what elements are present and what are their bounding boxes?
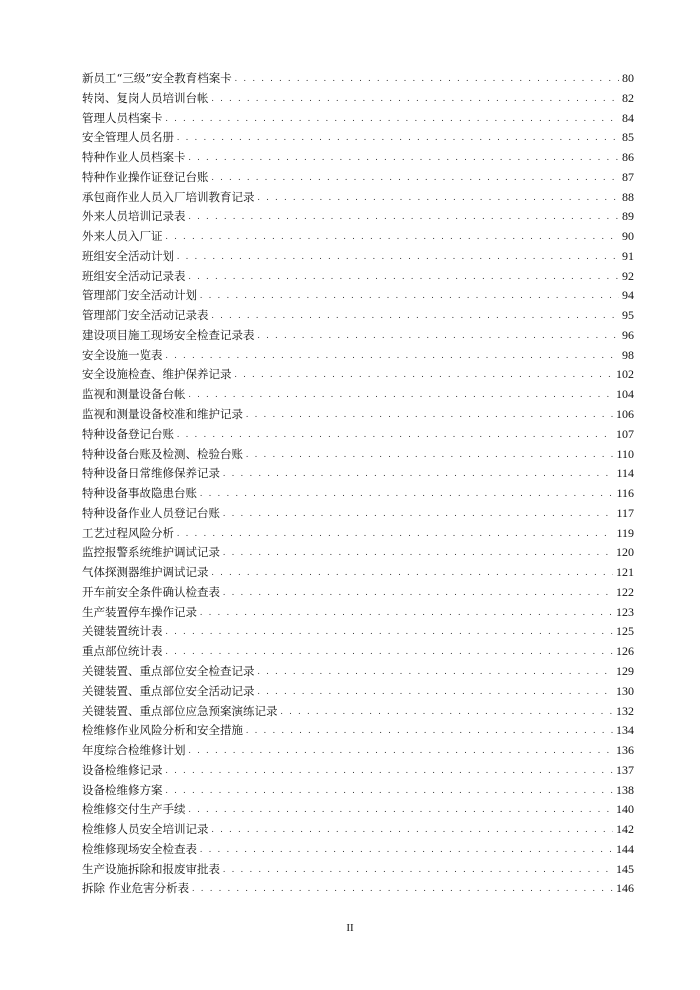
toc-entry-title: 特种设备台账及检测、检验台账	[82, 446, 243, 461]
toc-entry[interactable]	[82, 840, 634, 860]
toc-entry[interactable]	[82, 820, 634, 840]
toc-entry[interactable]	[82, 168, 634, 188]
toc-entry[interactable]	[82, 484, 634, 504]
toc-entry-title: 检维修作业风险分析和安全措施	[82, 723, 243, 738]
toc-entry-title: 关键装置统计表	[82, 624, 163, 639]
toc-entry-page-number: 123	[616, 604, 634, 619]
toc-entry[interactable]	[82, 128, 634, 148]
dot-leader	[189, 385, 614, 405]
toc-entry[interactable]	[82, 543, 634, 563]
dot-leader	[200, 286, 619, 306]
toc-entry-title: 特种作业人员档案卡	[82, 150, 186, 165]
toc-entry-page-number: 136	[616, 743, 634, 758]
toc-entry-page-number: 87	[622, 169, 634, 184]
dot-leader	[166, 109, 620, 129]
toc-entry-page-number: 140	[616, 802, 634, 817]
toc-entry-title: 监视和测量设备台帐	[82, 387, 186, 402]
dot-leader	[258, 682, 614, 702]
toc-entry-page-number: 116	[616, 486, 634, 501]
toc-entry-page-number: 104	[616, 387, 634, 402]
toc-entry-page-number: 114	[616, 466, 634, 481]
toc-entry[interactable]	[82, 445, 634, 465]
toc-entry-page-number: 92	[622, 268, 634, 283]
dot-leader	[200, 840, 613, 860]
toc-entry-title: 气体探测器维护调试记录	[82, 565, 209, 580]
toc-entry[interactable]	[82, 286, 634, 306]
dot-leader	[189, 741, 614, 761]
toc-entry-title: 管理部门安全活动计划	[82, 288, 197, 303]
toc-entry[interactable]	[82, 524, 634, 544]
table-of-contents	[82, 69, 634, 899]
dot-leader	[212, 306, 620, 326]
toc-entry-page-number: 121	[616, 565, 634, 580]
dot-leader	[189, 267, 620, 287]
toc-entry-page-number: 120	[616, 545, 634, 560]
dot-leader	[258, 326, 620, 346]
toc-entry-title: 安全管理人员名册	[82, 130, 174, 145]
toc-entry[interactable]	[82, 622, 634, 642]
toc-entry-title: 特种设备日常维修保养记录	[82, 466, 220, 481]
toc-entry-page-number: 130	[616, 683, 634, 698]
toc-entry-page-number: 110	[616, 446, 634, 461]
toc-entry-page-number: 94	[622, 288, 634, 303]
toc-entry[interactable]	[82, 385, 634, 405]
toc-entry-title: 转岗、复岗人员培训台帐	[82, 90, 209, 105]
toc-entry[interactable]	[82, 306, 634, 326]
toc-entry[interactable]	[82, 682, 634, 702]
toc-entry-page-number: 138	[616, 782, 634, 797]
dot-leader	[212, 563, 614, 583]
toc-entry[interactable]	[82, 326, 634, 346]
toc-entry-page-number: 80	[622, 71, 634, 85]
dot-leader	[223, 464, 613, 484]
toc-entry-title: 特种作业操作证登记台账	[82, 169, 209, 184]
dot-leader	[246, 721, 613, 741]
dot-leader	[281, 702, 614, 722]
toc-entry-title: 生产设施拆除和报废审批表	[82, 861, 220, 876]
toc-entry-title: 外来人员培训记录表	[82, 209, 186, 224]
toc-entry-page-number: 102	[616, 367, 634, 382]
toc-entry-page-number: 98	[622, 347, 634, 362]
toc-entry-title: 年度综合检维修计划	[82, 743, 186, 758]
dot-leader	[212, 820, 614, 840]
toc-entry[interactable]	[82, 761, 634, 781]
dot-leader	[166, 642, 614, 662]
toc-entry[interactable]	[82, 781, 634, 801]
toc-entry-page-number: 134	[616, 723, 634, 738]
toc-entry-page-number: 142	[616, 822, 634, 837]
toc-entry-page-number: 107	[616, 426, 634, 441]
toc-entry-title: 生产装置停车操作记录	[82, 604, 197, 619]
dot-leader	[223, 583, 613, 603]
toc-entry[interactable]	[82, 583, 634, 603]
toc-entry-title: 设备检维修方案	[82, 782, 163, 797]
page-number: II	[346, 922, 354, 934]
toc-entry[interactable]	[82, 109, 634, 129]
toc-entry-title: 特种设备作业人员登记台账	[82, 505, 220, 520]
toc-entry-page-number: 146	[616, 881, 634, 896]
dot-leader	[189, 148, 620, 168]
toc-entry-title: 拆除 作业危害分析表	[82, 881, 190, 896]
dot-leader	[258, 188, 620, 208]
toc-entry-page-number: 86	[622, 150, 634, 165]
toc-entry-title: 检维修现场安全检查表	[82, 841, 197, 856]
toc-entry-title: 管理人员档案卡	[82, 110, 163, 125]
dot-leader	[177, 247, 619, 267]
toc-entry-title: 班组安全活动记录表	[82, 268, 186, 283]
toc-entry[interactable]	[82, 346, 634, 366]
toc-entry[interactable]	[82, 188, 634, 208]
dot-leader	[166, 761, 614, 781]
toc-entry[interactable]	[82, 425, 634, 445]
toc-entry-title: 新员工“三级”安全教育档案卡	[82, 71, 232, 85]
toc-entry[interactable]	[82, 741, 634, 761]
dot-leader	[212, 168, 620, 188]
dot-leader	[223, 543, 613, 563]
toc-entry-title: 关键装置、重点部位安全检查记录	[82, 663, 255, 678]
toc-entry-title: 重点部位统计表	[82, 644, 163, 659]
dot-leader	[223, 860, 613, 880]
toc-entry[interactable]	[82, 800, 634, 820]
dot-leader	[166, 346, 620, 366]
toc-entry[interactable]	[82, 207, 634, 227]
toc-entry-page-number: 126	[616, 644, 634, 659]
dot-leader	[189, 207, 620, 227]
toc-entry-title: 设备检维修记录	[82, 762, 163, 777]
toc-entry[interactable]	[82, 860, 634, 880]
toc-entry-page-number: 88	[622, 189, 634, 204]
toc-entry-title: 特种设备登记台账	[82, 426, 174, 441]
toc-entry-title: 特种设备事故隐患台账	[82, 486, 197, 501]
toc-entry-title: 管理部门安全活动记录表	[82, 308, 209, 323]
toc-entry-page-number: 82	[622, 90, 634, 105]
dot-leader	[246, 445, 613, 465]
toc-entry-title: 班组安全活动计划	[82, 248, 174, 263]
toc-entry[interactable]	[82, 721, 634, 741]
toc-entry-title: 安全设施检查、维护保养记录	[82, 367, 232, 382]
toc-entry[interactable]	[82, 464, 634, 484]
toc-entry[interactable]	[82, 504, 634, 524]
dot-leader	[235, 365, 614, 385]
toc-entry-title: 建设项目施工现场安全检查记录表	[82, 327, 255, 342]
dot-leader	[258, 662, 614, 682]
dot-leader	[177, 524, 613, 544]
toc-entry[interactable]	[82, 148, 634, 168]
toc-entry[interactable]	[82, 267, 634, 287]
toc-entry[interactable]	[82, 702, 634, 722]
toc-entry[interactable]	[82, 662, 634, 682]
toc-entry-page-number: 85	[622, 130, 634, 145]
toc-entry-page-number: 129	[616, 663, 634, 678]
toc-entry-page-number: 90	[622, 229, 634, 244]
toc-entry[interactable]	[82, 603, 634, 623]
dot-leader	[246, 405, 613, 425]
dot-leader	[223, 504, 613, 524]
dot-leader	[177, 425, 613, 445]
toc-entry-title: 外来人员入厂证	[82, 229, 163, 244]
toc-entry-title: 安全设施一览表	[82, 347, 163, 362]
toc-entry-page-number: 91	[622, 248, 634, 263]
toc-entry[interactable]	[82, 642, 634, 662]
toc-entry-page-number: 84	[622, 110, 634, 125]
toc-entry-title: 检维修交付生产手续	[82, 802, 186, 817]
toc-entry-title: 检维修人员安全培训记录	[82, 822, 209, 837]
toc-entry[interactable]	[82, 563, 634, 583]
dot-leader	[235, 69, 619, 89]
toc-entry-page-number: 122	[616, 584, 634, 599]
toc-entry-title: 工艺过程风险分析	[82, 525, 174, 540]
dot-leader	[189, 800, 614, 820]
dot-leader	[200, 484, 613, 504]
dot-leader	[166, 781, 614, 801]
toc-entry-page-number: 89	[622, 209, 634, 224]
toc-entry[interactable]	[82, 879, 634, 899]
toc-entry-page-number: 145	[616, 861, 634, 876]
toc-entry-page-number: 132	[616, 703, 634, 718]
toc-entry-page-number: 106	[616, 407, 634, 422]
toc-entry[interactable]	[82, 227, 634, 247]
toc-entry-page-number: 137	[616, 762, 634, 777]
toc-entry-title: 关键装置、重点部位应急预案演练记录	[82, 703, 278, 718]
toc-entry-page-number: 96	[622, 327, 634, 342]
toc-entry-page-number: 117	[616, 505, 634, 520]
toc-entry-title: 承包商作业人员入厂培训教育记录	[82, 189, 255, 204]
toc-entry[interactable]	[82, 89, 634, 109]
dot-leader	[177, 128, 619, 148]
toc-entry-page-number: 119	[616, 525, 634, 540]
dot-leader	[200, 603, 613, 623]
toc-entry-title: 监控报警系统维护调试记录	[82, 545, 220, 560]
toc-entry[interactable]	[82, 365, 634, 385]
toc-entry[interactable]	[82, 69, 634, 89]
toc-entry-page-number: 144	[616, 841, 634, 856]
toc-entry[interactable]	[82, 405, 634, 425]
dot-leader	[166, 227, 620, 247]
toc-entry-title: 开车前安全条件确认检查表	[82, 584, 220, 599]
toc-entry-page-number: 125	[616, 624, 634, 639]
toc-entry-title: 监视和测量设备校准和维护记录	[82, 407, 243, 422]
dot-leader	[166, 622, 614, 642]
toc-entry[interactable]	[82, 247, 634, 267]
dot-leader	[192, 879, 613, 899]
dot-leader	[212, 89, 620, 109]
toc-entry-page-number: 95	[622, 308, 634, 323]
toc-entry-title: 关键装置、重点部位安全活动记录	[82, 683, 255, 698]
